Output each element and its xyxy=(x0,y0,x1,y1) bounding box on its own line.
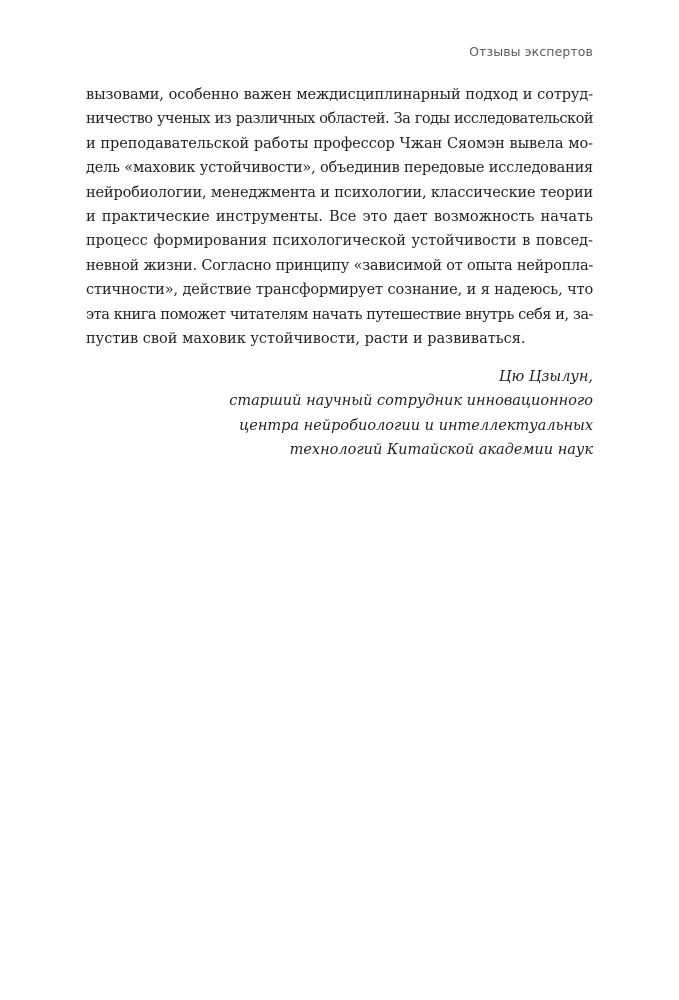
body-line: невной жизни. Согласно принципу «зависимой от опыта нейропла- xyxy=(86,257,593,274)
body-line: стичности», действие трансформирует сознание, и я надеюсь, что xyxy=(86,282,594,299)
body-line: вызовами, особенно важен междисциплинарный подход и сотруд- xyxy=(86,87,593,103)
body-line: и практические инструменты. Все это дает возможность начать xyxy=(86,209,593,226)
author-name: Цю Цзылун, xyxy=(498,369,593,385)
body-line: ничество ученых из различных областей. За годы исследовательской xyxy=(86,111,593,128)
body-paragraph xyxy=(86,83,593,351)
running-head: Отзывы экспертов xyxy=(469,44,593,59)
body-line: нейробиологии, менеджмента и психологии, классические теории xyxy=(86,184,593,201)
body-line: и преподавательской работы профессор Чжан Сяомэн вывела мо- xyxy=(86,135,593,152)
author-title-line: технологий Китайской академии наук xyxy=(289,442,593,459)
body-line: дель «маховик устойчивости», объединив передовые исследования xyxy=(86,160,593,177)
body-line: эта книга поможет читателям начать путешествие внутрь себя и, за- xyxy=(86,306,593,323)
body-line: пустив свой маховик устойчивости, расти и развиваться. xyxy=(86,331,526,348)
author-title-line: центра нейробиологии и интеллектуальных xyxy=(239,417,593,434)
body-line: процесс формирования психологической устойчивости в повсед- xyxy=(86,233,593,250)
author-title-line: старший научный сотрудник инновационного xyxy=(229,393,593,410)
author-signature xyxy=(229,365,593,463)
